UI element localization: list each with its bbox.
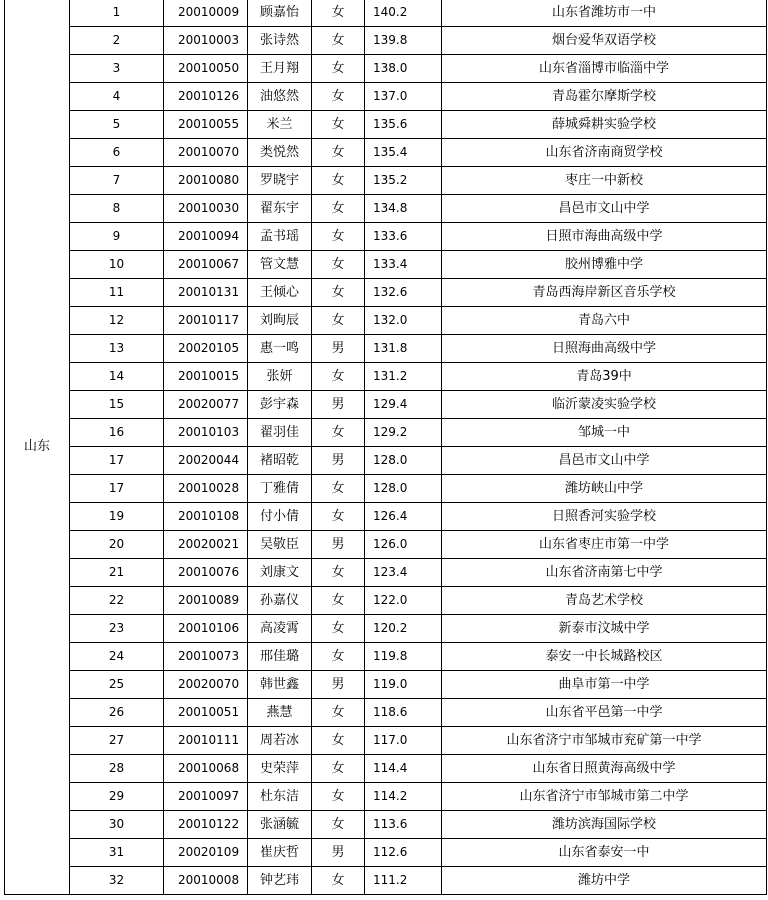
name-cell: 张诗然 bbox=[248, 27, 312, 55]
rank-cell: 29 bbox=[70, 783, 164, 811]
gender-cell: 女 bbox=[312, 727, 365, 755]
table-row bbox=[5, 111, 767, 139]
id-cell: 20010068 bbox=[164, 755, 248, 783]
name-cell: 吴敬臣 bbox=[248, 531, 312, 559]
name-cell: 高凌霄 bbox=[248, 615, 312, 643]
rank-cell: 6 bbox=[70, 139, 164, 167]
school-cell: 昌邑市文山中学 bbox=[442, 195, 767, 223]
school-cell: 山东省枣庄市第一中学 bbox=[442, 531, 767, 559]
name-cell: 付小倩 bbox=[248, 503, 312, 531]
score-cell: 117.0 bbox=[365, 727, 442, 755]
score-cell: 128.0 bbox=[365, 475, 442, 503]
id-cell: 20020044 bbox=[164, 447, 248, 475]
table-row bbox=[5, 699, 767, 727]
id-cell: 20020021 bbox=[164, 531, 248, 559]
rank-cell: 19 bbox=[70, 503, 164, 531]
id-cell: 20010050 bbox=[164, 55, 248, 83]
table-row bbox=[5, 279, 767, 307]
gender-cell: 男 bbox=[312, 531, 365, 559]
score-cell: 129.2 bbox=[365, 419, 442, 447]
gender-cell: 女 bbox=[312, 139, 365, 167]
gender-cell: 女 bbox=[312, 363, 365, 391]
gender-cell: 男 bbox=[312, 391, 365, 419]
gender-cell: 女 bbox=[312, 755, 365, 783]
id-cell: 20010097 bbox=[164, 783, 248, 811]
name-cell: 米兰 bbox=[248, 111, 312, 139]
rank-cell: 22 bbox=[70, 587, 164, 615]
gender-cell: 女 bbox=[312, 475, 365, 503]
table-row bbox=[5, 727, 767, 755]
score-cell: 129.4 bbox=[365, 391, 442, 419]
name-cell: 燕慧 bbox=[248, 699, 312, 727]
score-cell: 138.0 bbox=[365, 55, 442, 83]
id-cell: 20010106 bbox=[164, 615, 248, 643]
rank-cell: 10 bbox=[70, 251, 164, 279]
id-cell: 20010117 bbox=[164, 307, 248, 335]
id-cell: 20010111 bbox=[164, 727, 248, 755]
id-cell: 20010055 bbox=[164, 111, 248, 139]
score-cell: 128.0 bbox=[365, 447, 442, 475]
score-cell: 133.6 bbox=[365, 223, 442, 251]
rank-cell: 13 bbox=[70, 335, 164, 363]
score-cell: 131.8 bbox=[365, 335, 442, 363]
id-cell: 20010015 bbox=[164, 363, 248, 391]
school-cell: 青岛39中 bbox=[442, 363, 767, 391]
id-cell: 20020105 bbox=[164, 335, 248, 363]
rank-cell: 12 bbox=[70, 307, 164, 335]
table-row bbox=[5, 867, 767, 895]
name-cell: 史荣萍 bbox=[248, 755, 312, 783]
gender-cell: 女 bbox=[312, 83, 365, 111]
school-cell: 胶州博雅中学 bbox=[442, 251, 767, 279]
school-cell: 日照香河实验学校 bbox=[442, 503, 767, 531]
rank-cell: 32 bbox=[70, 867, 164, 895]
table-row bbox=[5, 811, 767, 839]
table-row bbox=[5, 167, 767, 195]
score-cell: 126.0 bbox=[365, 531, 442, 559]
id-cell: 20010076 bbox=[164, 559, 248, 587]
name-cell: 惠一鸣 bbox=[248, 335, 312, 363]
table-row bbox=[5, 503, 767, 531]
rank-cell: 17 bbox=[70, 475, 164, 503]
score-cell: 140.2 bbox=[365, 0, 442, 27]
school-cell: 山东省济南第七中学 bbox=[442, 559, 767, 587]
id-cell: 20010131 bbox=[164, 279, 248, 307]
gender-cell: 女 bbox=[312, 419, 365, 447]
school-cell: 山东省潍坊市一中 bbox=[442, 0, 767, 27]
id-cell: 20020109 bbox=[164, 839, 248, 867]
province-cell: 山东 bbox=[5, 0, 70, 895]
name-cell: 罗晓宇 bbox=[248, 167, 312, 195]
table-row bbox=[5, 363, 767, 391]
table-row bbox=[5, 755, 767, 783]
table-row bbox=[5, 419, 767, 447]
school-cell: 日照市海曲高级中学 bbox=[442, 223, 767, 251]
name-cell: 钟艺玮 bbox=[248, 867, 312, 895]
table-row bbox=[5, 615, 767, 643]
table-row bbox=[5, 671, 767, 699]
table-row bbox=[5, 475, 767, 503]
name-cell: 类悦然 bbox=[248, 139, 312, 167]
score-cell: 135.2 bbox=[365, 167, 442, 195]
school-cell: 日照海曲高级中学 bbox=[442, 335, 767, 363]
name-cell: 周若冰 bbox=[248, 727, 312, 755]
name-cell: 褚昭乾 bbox=[248, 447, 312, 475]
gender-cell: 女 bbox=[312, 643, 365, 671]
gender-cell: 女 bbox=[312, 307, 365, 335]
id-cell: 20010089 bbox=[164, 587, 248, 615]
rank-cell: 5 bbox=[70, 111, 164, 139]
name-cell: 管文慧 bbox=[248, 251, 312, 279]
score-cell: 114.4 bbox=[365, 755, 442, 783]
name-cell: 崔庆哲 bbox=[248, 839, 312, 867]
gender-cell: 女 bbox=[312, 587, 365, 615]
gender-cell: 女 bbox=[312, 111, 365, 139]
name-cell: 邢佳璐 bbox=[248, 643, 312, 671]
score-cell: 132.0 bbox=[365, 307, 442, 335]
id-cell: 20010051 bbox=[164, 699, 248, 727]
score-cell: 133.4 bbox=[365, 251, 442, 279]
table-row bbox=[5, 643, 767, 671]
id-cell: 20010073 bbox=[164, 643, 248, 671]
score-cell: 120.2 bbox=[365, 615, 442, 643]
score-cell: 137.0 bbox=[365, 83, 442, 111]
rank-cell: 2 bbox=[70, 27, 164, 55]
id-cell: 20010108 bbox=[164, 503, 248, 531]
gender-cell: 女 bbox=[312, 251, 365, 279]
score-cell: 119.8 bbox=[365, 643, 442, 671]
rank-cell: 24 bbox=[70, 643, 164, 671]
gender-cell: 男 bbox=[312, 671, 365, 699]
gender-cell: 女 bbox=[312, 279, 365, 307]
name-cell: 刘康文 bbox=[248, 559, 312, 587]
rank-cell: 31 bbox=[70, 839, 164, 867]
table-row bbox=[5, 223, 767, 251]
rank-cell: 15 bbox=[70, 391, 164, 419]
rank-cell: 25 bbox=[70, 671, 164, 699]
school-cell: 临沂蒙凌实验学校 bbox=[442, 391, 767, 419]
rank-cell: 23 bbox=[70, 615, 164, 643]
name-cell: 韩世鑫 bbox=[248, 671, 312, 699]
gender-cell: 女 bbox=[312, 195, 365, 223]
rank-cell: 1 bbox=[70, 0, 164, 27]
rank-cell: 7 bbox=[70, 167, 164, 195]
score-cell: 118.6 bbox=[365, 699, 442, 727]
id-cell: 20020077 bbox=[164, 391, 248, 419]
gender-cell: 男 bbox=[312, 447, 365, 475]
name-cell: 杜东洁 bbox=[248, 783, 312, 811]
gender-cell: 女 bbox=[312, 503, 365, 531]
school-cell: 山东省淄博市临淄中学 bbox=[442, 55, 767, 83]
table-row bbox=[5, 0, 767, 27]
school-cell: 昌邑市文山中学 bbox=[442, 447, 767, 475]
school-cell: 山东省泰安一中 bbox=[442, 839, 767, 867]
school-cell: 邹城一中 bbox=[442, 419, 767, 447]
rank-cell: 26 bbox=[70, 699, 164, 727]
gender-cell: 女 bbox=[312, 811, 365, 839]
school-cell: 烟台爱华双语学校 bbox=[442, 27, 767, 55]
table-row bbox=[5, 783, 767, 811]
name-cell: 王月翔 bbox=[248, 55, 312, 83]
ranking-table bbox=[4, 0, 767, 895]
name-cell: 油悠然 bbox=[248, 83, 312, 111]
score-cell: 113.6 bbox=[365, 811, 442, 839]
gender-cell: 女 bbox=[312, 55, 365, 83]
rank-cell: 30 bbox=[70, 811, 164, 839]
table-row bbox=[5, 391, 767, 419]
school-cell: 潍坊滨海国际学校 bbox=[442, 811, 767, 839]
gender-cell: 女 bbox=[312, 559, 365, 587]
id-cell: 20010008 bbox=[164, 867, 248, 895]
school-cell: 泰安一中长城路校区 bbox=[442, 643, 767, 671]
rank-cell: 17 bbox=[70, 447, 164, 475]
table-row bbox=[5, 251, 767, 279]
gender-cell: 女 bbox=[312, 867, 365, 895]
score-cell: 111.2 bbox=[365, 867, 442, 895]
school-cell: 薛城舜耕实验学校 bbox=[442, 111, 767, 139]
table-row bbox=[5, 587, 767, 615]
table-row bbox=[5, 55, 767, 83]
id-cell: 20010094 bbox=[164, 223, 248, 251]
name-cell: 翟东宇 bbox=[248, 195, 312, 223]
school-cell: 山东省济宁市邹城市兖矿第一中学 bbox=[442, 727, 767, 755]
gender-cell: 女 bbox=[312, 615, 365, 643]
name-cell: 孙嘉仪 bbox=[248, 587, 312, 615]
gender-cell: 女 bbox=[312, 223, 365, 251]
score-cell: 114.2 bbox=[365, 783, 442, 811]
score-cell: 139.8 bbox=[365, 27, 442, 55]
table-row bbox=[5, 447, 767, 475]
rank-cell: 11 bbox=[70, 279, 164, 307]
score-cell: 131.2 bbox=[365, 363, 442, 391]
school-cell: 新泰市汶城中学 bbox=[442, 615, 767, 643]
name-cell: 彭宇森 bbox=[248, 391, 312, 419]
id-cell: 20010030 bbox=[164, 195, 248, 223]
name-cell: 孟书瑶 bbox=[248, 223, 312, 251]
school-cell: 枣庄一中新校 bbox=[442, 167, 767, 195]
name-cell: 张涵毓 bbox=[248, 811, 312, 839]
name-cell: 刘昫辰 bbox=[248, 307, 312, 335]
school-cell: 潍坊峡山中学 bbox=[442, 475, 767, 503]
rank-cell: 21 bbox=[70, 559, 164, 587]
rank-cell: 4 bbox=[70, 83, 164, 111]
rank-cell: 14 bbox=[70, 363, 164, 391]
id-cell: 20020070 bbox=[164, 671, 248, 699]
score-cell: 119.0 bbox=[365, 671, 442, 699]
table-row bbox=[5, 531, 767, 559]
school-cell: 山东省日照黄海高级中学 bbox=[442, 755, 767, 783]
table-row bbox=[5, 195, 767, 223]
id-cell: 20010070 bbox=[164, 139, 248, 167]
id-cell: 20010067 bbox=[164, 251, 248, 279]
gender-cell: 女 bbox=[312, 699, 365, 727]
rank-cell: 27 bbox=[70, 727, 164, 755]
rank-cell: 20 bbox=[70, 531, 164, 559]
school-cell: 青岛六中 bbox=[442, 307, 767, 335]
rank-cell: 3 bbox=[70, 55, 164, 83]
score-cell: 123.4 bbox=[365, 559, 442, 587]
table-row bbox=[5, 839, 767, 867]
id-cell: 20010122 bbox=[164, 811, 248, 839]
table-row bbox=[5, 83, 767, 111]
name-cell: 张妍 bbox=[248, 363, 312, 391]
rank-cell: 9 bbox=[70, 223, 164, 251]
gender-cell: 男 bbox=[312, 839, 365, 867]
school-cell: 曲阜市第一中学 bbox=[442, 671, 767, 699]
gender-cell: 女 bbox=[312, 167, 365, 195]
table-row bbox=[5, 559, 767, 587]
school-cell: 青岛霍尔摩斯学校 bbox=[442, 83, 767, 111]
gender-cell: 女 bbox=[312, 783, 365, 811]
score-cell: 135.4 bbox=[365, 139, 442, 167]
gender-cell: 女 bbox=[312, 27, 365, 55]
name-cell: 顾嘉怡 bbox=[248, 0, 312, 27]
id-cell: 20010080 bbox=[164, 167, 248, 195]
score-cell: 134.8 bbox=[365, 195, 442, 223]
score-cell: 126.4 bbox=[365, 503, 442, 531]
rank-cell: 16 bbox=[70, 419, 164, 447]
score-cell: 122.0 bbox=[365, 587, 442, 615]
gender-cell: 男 bbox=[312, 335, 365, 363]
table-row bbox=[5, 139, 767, 167]
id-cell: 20010028 bbox=[164, 475, 248, 503]
gender-cell: 女 bbox=[312, 0, 365, 27]
school-cell: 山东省济南商贸学校 bbox=[442, 139, 767, 167]
name-cell: 翟羽佳 bbox=[248, 419, 312, 447]
table-row bbox=[5, 307, 767, 335]
id-cell: 20010103 bbox=[164, 419, 248, 447]
id-cell: 20010009 bbox=[164, 0, 248, 27]
name-cell: 丁雅倩 bbox=[248, 475, 312, 503]
id-cell: 20010126 bbox=[164, 83, 248, 111]
school-cell: 山东省济宁市邹城市第二中学 bbox=[442, 783, 767, 811]
school-cell: 青岛艺术学校 bbox=[442, 587, 767, 615]
score-cell: 135.6 bbox=[365, 111, 442, 139]
table-row bbox=[5, 335, 767, 363]
name-cell: 王倾心 bbox=[248, 279, 312, 307]
school-cell: 山东省平邑第一中学 bbox=[442, 699, 767, 727]
school-cell: 潍坊中学 bbox=[442, 867, 767, 895]
score-cell: 112.6 bbox=[365, 839, 442, 867]
table-row bbox=[5, 27, 767, 55]
table-body bbox=[5, 0, 767, 895]
rank-cell: 28 bbox=[70, 755, 164, 783]
id-cell: 20010003 bbox=[164, 27, 248, 55]
rank-cell: 8 bbox=[70, 195, 164, 223]
score-cell: 132.6 bbox=[365, 279, 442, 307]
school-cell: 青岛西海岸新区音乐学校 bbox=[442, 279, 767, 307]
